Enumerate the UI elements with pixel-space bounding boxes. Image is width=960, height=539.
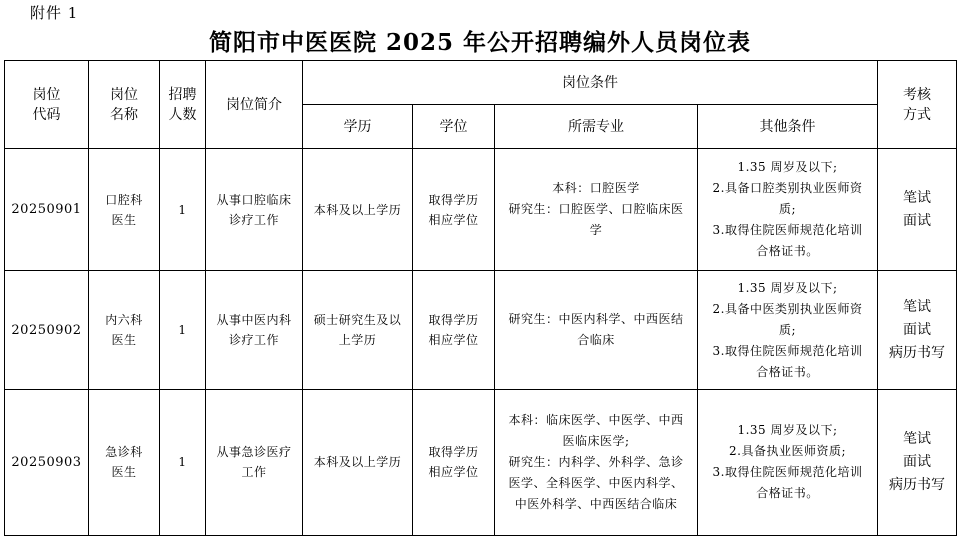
header-conditions: 岗位条件 (303, 61, 878, 105)
row-education: 本科及以上学历 (303, 149, 413, 271)
row-name: 内六科 医生 (89, 271, 160, 389)
row-name: 口腔科 医生 (89, 149, 160, 271)
row-intro: 从事口腔临床 诊疗工作 (206, 149, 303, 271)
row-code: 20250903 (5, 389, 89, 535)
table-row (5, 389, 957, 535)
row-degree: 取得学历 相应学位 (413, 389, 495, 535)
header-degree: 学位 (413, 105, 495, 149)
row-count: 1 (160, 389, 206, 535)
row-major: 研究生：中医内科学、中西医结 合临床 (495, 271, 698, 389)
row-degree: 取得学历 相应学位 (413, 271, 495, 389)
row-degree: 取得学历 相应学位 (413, 149, 495, 271)
row-assessment: 笔试 面试 病历书写 (878, 389, 957, 535)
header-assessment: 考核 方式 (878, 61, 957, 149)
row-education: 本科及以上学历 (303, 389, 413, 535)
row-other: 1.35 周岁及以下; 2.具备执业医师资质; 3.取得住院医师规范化培训 合格证书。 (698, 389, 878, 535)
row-assessment: 笔试 面试 (878, 149, 957, 271)
header-count: 招聘 人数 (160, 61, 206, 149)
row-code: 20250901 (5, 149, 89, 271)
table-row (5, 271, 957, 389)
header-education: 学历 (303, 105, 413, 149)
row-assessment: 笔试 面试 病历书写 (878, 271, 957, 389)
row-count: 1 (160, 271, 206, 389)
table-row (5, 149, 957, 271)
header-code: 岗位 代码 (5, 61, 89, 149)
row-intro: 从事急诊医疗 工作 (206, 389, 303, 535)
header-major: 所需专业 (495, 105, 698, 149)
header-intro: 岗位简介 (206, 61, 303, 149)
row-other: 1.35 周岁及以下; 2.具备口腔类别执业医师资 质; 3.取得住院医师规范化培训 合格证书。 (698, 149, 878, 271)
row-major: 本科：临床医学、中医学、中西 医临床医学; 研究生：内科学、外科学、急诊 医学、全科医学、中医内科学、 中医外科学、中西医结合临床 (495, 389, 698, 535)
row-name: 急诊科 医生 (89, 389, 160, 535)
attachment-label: 附件 1 (30, 4, 79, 22)
row-count: 1 (160, 149, 206, 271)
position-table (4, 60, 957, 536)
row-intro: 从事中医内科 诊疗工作 (206, 271, 303, 389)
row-code: 20250902 (5, 271, 89, 389)
header-name: 岗位 名称 (89, 61, 160, 149)
row-education: 硕士研究生及以 上学历 (303, 271, 413, 389)
row-major: 本科：口腔医学 研究生：口腔医学、口腔临床医 学 (495, 149, 698, 271)
header-other: 其他条件 (698, 105, 878, 149)
row-other: 1.35 周岁及以下; 2.具备中医类别执业医师资 质; 3.取得住院医师规范化培训 合格证书。 (698, 271, 878, 389)
page-title: 简阳市中医医院 2025 年公开招聘编外人员岗位表 (208, 29, 752, 56)
